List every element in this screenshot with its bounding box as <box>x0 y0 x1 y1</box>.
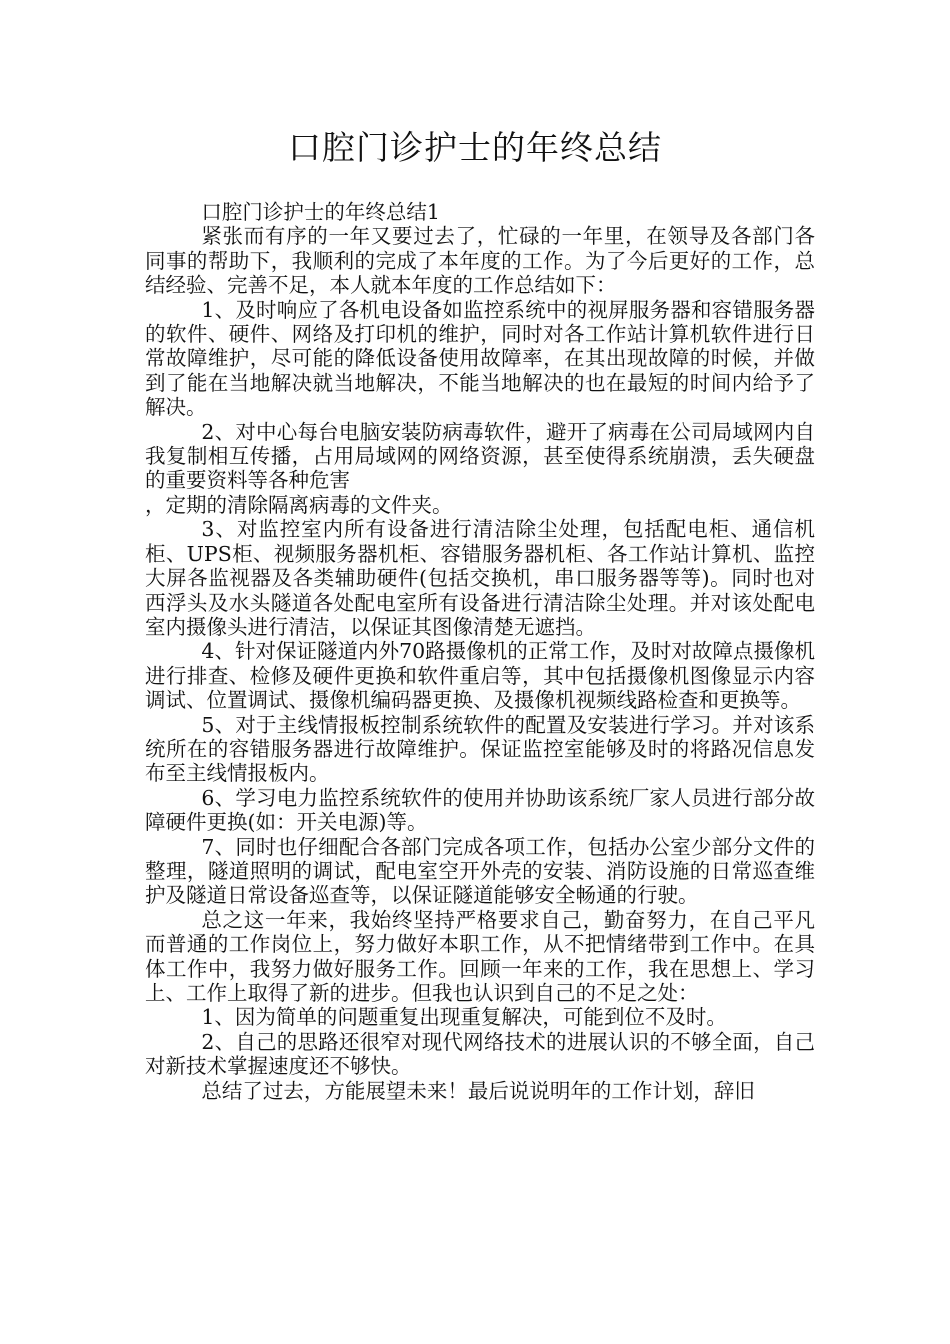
section-heading: 口腔门诊护士的年终总结1 <box>201 200 440 224</box>
closing-paragraph: 总结了过去，方能展望未来！最后说说明年的工作计划，辞旧 <box>201 1078 755 1103</box>
work-item-5: 5、对于主线情报板控制系统软件的配置及安装进行学习。并对该系统所在的容错服务器进行故障维护。保证监控室能够及时的将路况信息发布至主线情报板内。 <box>145 712 815 786</box>
shortcoming-1: 1、因为简单的问题重复出现重复解决，可能到位不及时。 <box>201 1005 727 1030</box>
work-item-7: 7、同时也仔细配合各部门完成各项工作，包括办公室少部分文件的整理，隧道照明的调试，配电室空开外壳的安装、消防设施的日常巡查维护及隧道日常设备巡查等，以保证隧道能够安全畅通的行驶。 <box>145 834 815 908</box>
shortcoming-2: 2、自己的思路还很窄对现代网络技术的进展认识的不够全面，自己对新技术掌握速度还不够快。 <box>145 1029 815 1079</box>
work-item-6: 6、学习电力监控系统软件的使用并协助该系统厂家人员进行部分故障硬件更换(如：开关电源)等。 <box>145 785 815 835</box>
work-item-2-continuation: ，定期的清除隔离病毒的文件夹。 <box>145 492 453 517</box>
document-body <box>145 200 815 1103</box>
summary-paragraph: 总之这一年来，我始终坚持严格要求自己，勤奋努力，在自己平凡而普通的工作岗位上，努力做好本职工作，从不把情绪带到工作中。在具体工作中，我努力做好服务工作。回顾一年来的工作，我在思想上、学习上、工作上取得了新的进步。但我也认识到自己的不足之处： <box>145 907 815 1005</box>
work-item-3: 3、对监控室内所有设备进行清洁除尘处理，包括配电柜、通信机柜、UPS柜、视频服务器机柜、容错服务器机柜、各工作站计算机、监控大屏各监视器及各类辅助硬件(包括交换机，串口服务器等等)。同时也对西浮头及水头隧道各处配电室所有设备进行清洁除尘处理。并对该处配电室内摄像头进行清洁，以保证其图像清楚无遮挡。 <box>145 517 815 639</box>
work-item-2: 2、对中心每台电脑安装防病毒软件，避开了病毒在公司局域网内自我复制相互传播，占用局域网的网络资源，甚至使得系统崩溃，丢失硬盘的重要资料等各种危害 <box>145 419 815 493</box>
work-item-4: 4、针对保证隧道内外70路摄像机的正常工作，及时对故障点摄像机进行排查、检修及硬件更换和软件重启等，其中包括摄像机图像显示内容调试、位置调试、摄像机编码器更换、及摄像机视频线路检查和更换等。 <box>145 639 815 713</box>
work-item-1: 1、及时响应了各机电设备如监控系统中的视屏服务器和容错服务器的软件、硬件、网络及打印机的维护，同时对各工作站计算机软件进行日常故障维护，尽可能的降低设备使用故障率，在其出现故障的时候，并做到了能在当地解决就当地解决，不能当地解决的也在最短的时间内给予了解决。 <box>145 297 815 420</box>
document-title: 口腔门诊护士的年终总结 <box>288 128 662 167</box>
intro-paragraph: 紧张而有序的一年又要过去了，忙碌的一年里，在领导及各部门各同事的帮助下，我顺利的完成了本年度的工作。为了今后更好的工作，总结经验、完善不足，本人就本年度的工作总结如下： <box>145 224 815 298</box>
